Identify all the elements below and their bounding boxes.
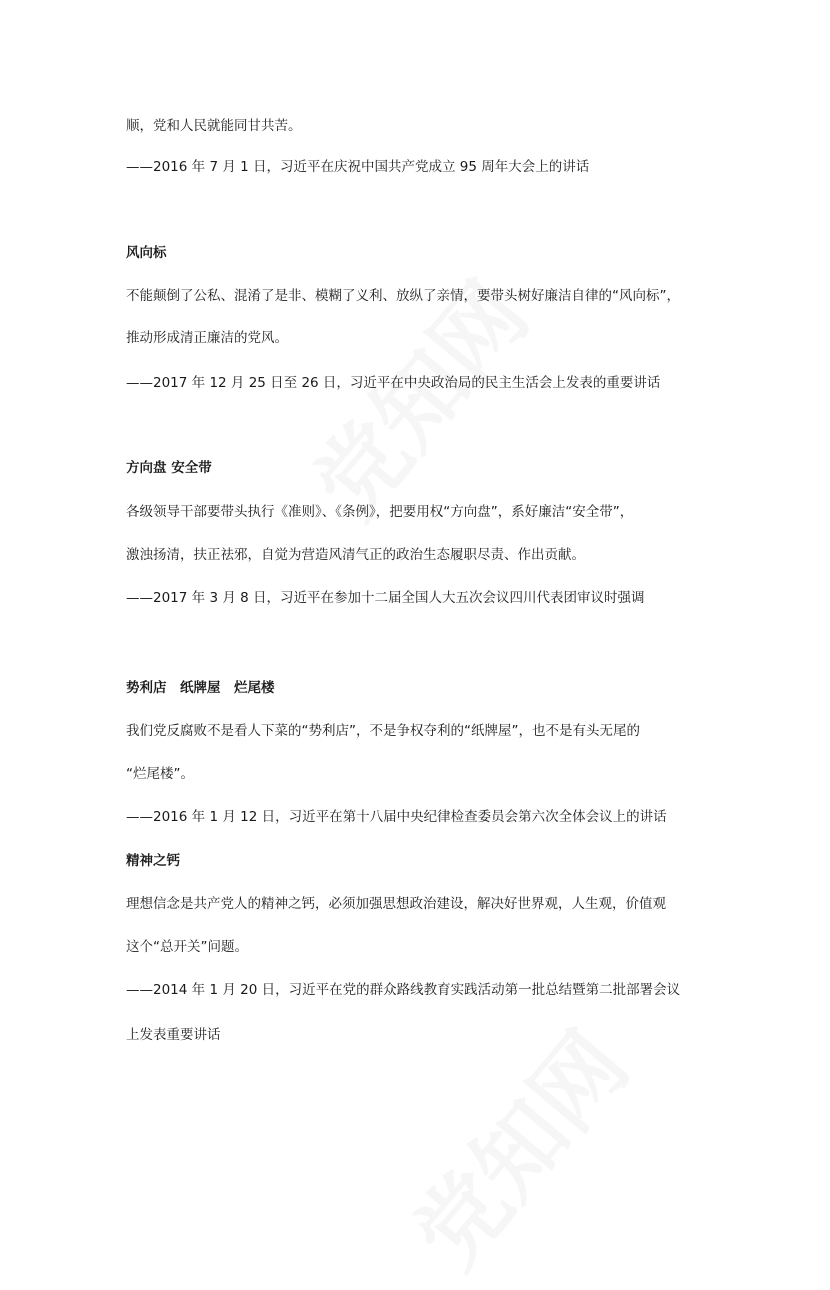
paragraph-line: 不能颠倒了公私、混淆了是非、模糊了义利、放纵了亲情，要带头树好廉洁自律的“风向标”， [126,288,680,304]
source-line: ——2016 年 7 月 1 日，习近平在庆祝中国共产党成立 95 周年大会上的讲话 [126,159,590,175]
paragraph-line: 各级领导干部要带头执行《准则》、《条例》，把要用权“方向盘”，系好廉洁“安全带”， [126,504,634,520]
paragraph-line: 激浊扬清，扶正祛邪，自觉为营造风清气正的政治生态履职尽责、作出贡献。 [126,547,585,563]
paragraph-line: 我们党反腐败不是看人下菜的“势利店”，不是争权夺利的“纸牌屋”，也不是有头无尾的 [126,723,640,739]
source-line: ——2017 年 3 月 8 日，习近平在参加十二届全国人大五次会议四川代表团审议时强调 [126,590,645,606]
source-line: ——2014 年 1 月 20 日，习近平在党的群众路线教育实践活动第一批总结暨第二批部署会议 [126,982,681,998]
paragraph-line: “烂尾楼”。 [126,766,194,782]
section-heading: 方向盘 安全带 [126,460,212,476]
paragraph-line: 顺，党和人民就能同甘共苦。 [126,118,302,134]
section-heading: 势利店 纸牌屋 烂尾楼 [126,680,275,696]
paragraph-line: 理想信念是共产党人的精神之钙，必须加强思想政治建设，解决好世界观，人生观，价值观 [126,896,666,912]
section-heading: 风向标 [126,245,167,261]
section-heading: 精神之钙 [126,853,180,869]
source-line: ——2017 年 12 月 25 日至 26 日，习近平在中央政治局的民主生活会上发表的重要讲话 [126,375,661,391]
paragraph-line: 这个“总开关”问题。 [126,939,248,955]
paragraph-line: 推动形成清正廉洁的党风。 [126,330,288,346]
source-line: 上发表重要讲话 [126,1027,221,1043]
watermark [378,1000,651,1290]
source-line: ——2016 年 1 月 12 日，习近平在第十八届中央纪律检查委员会第六次全体会议上的讲话 [126,809,667,825]
